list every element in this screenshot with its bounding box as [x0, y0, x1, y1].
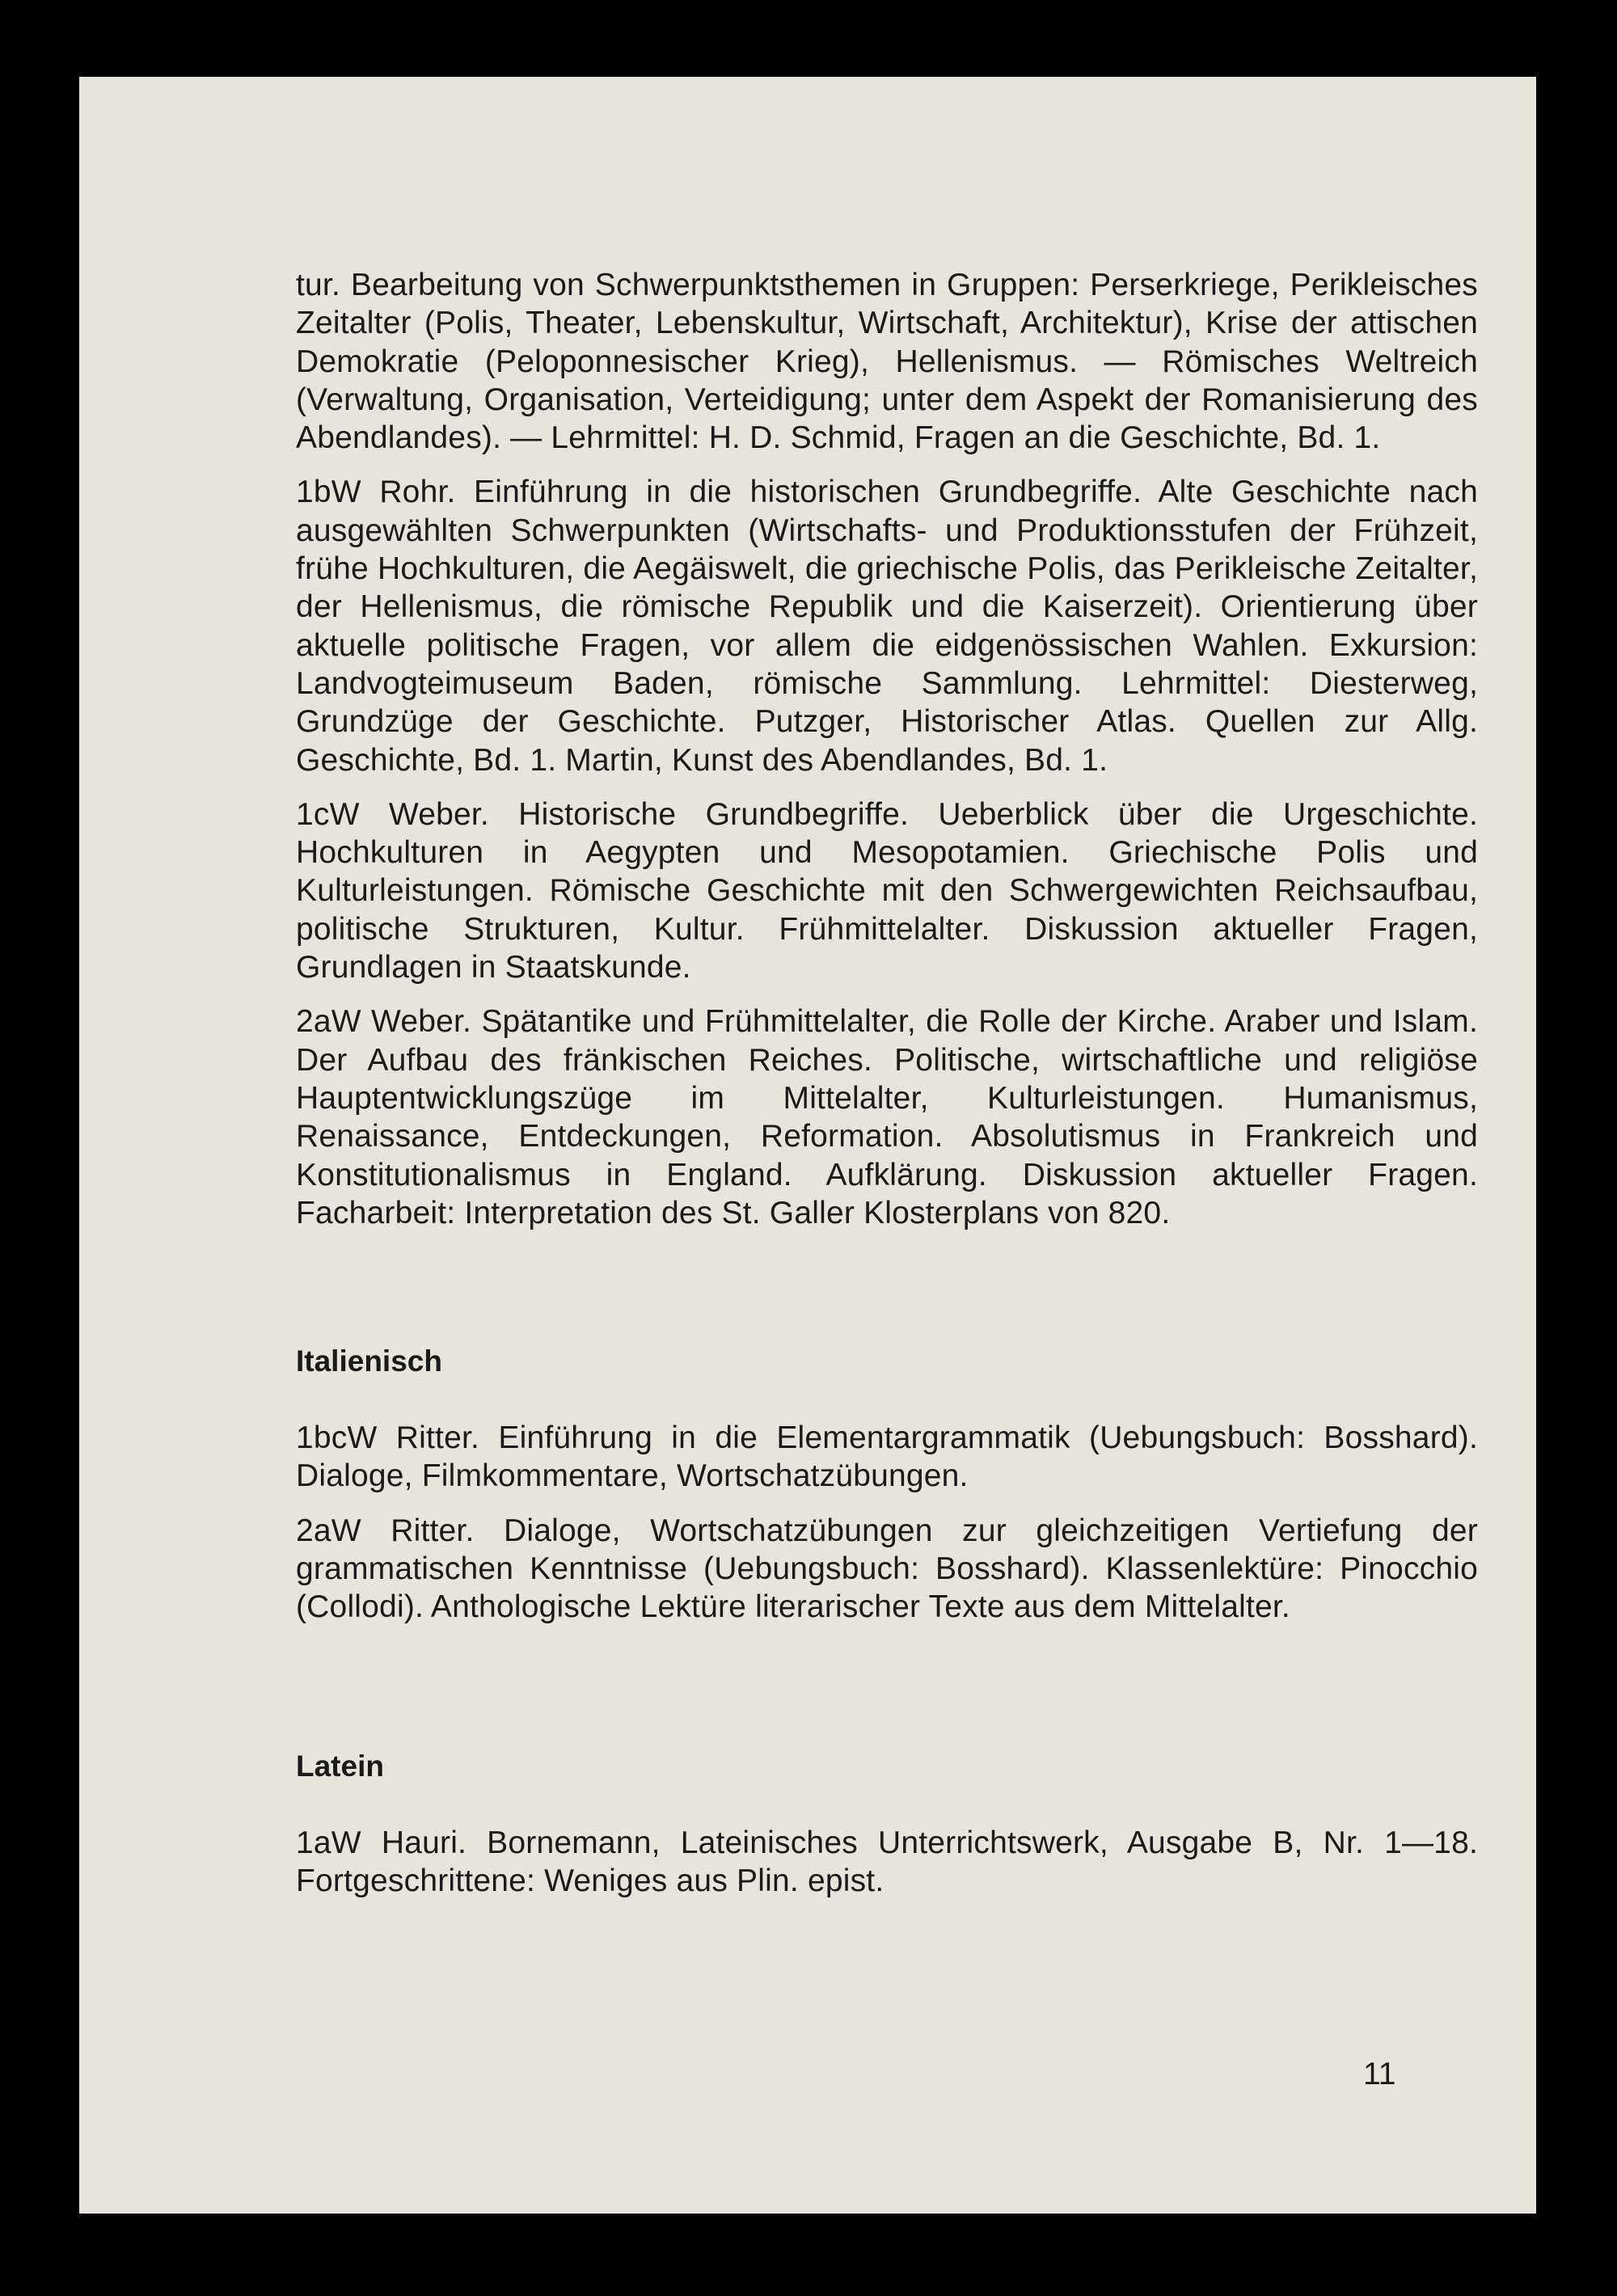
page-number: 11 [1363, 2057, 1396, 2091]
paragraph-geschichte-1bw: 1bW Rohr. Einführung in die historischen Grundbegriffe. Alte Geschichte nach ausgewählten Schwerpunkten (Wirtschafts- und Produktionsstufen der Frühzeit, frühe Hochkulturen, die Aegäiswelt, die griechische Polis, das Perikleische Zeitalter, der Hellenismus, die römische Republik und die Kaiserzeit). Orientierung über aktuelle politische Fragen, vor allem die eidgenössischen Wahlen. Exkursion: Landvogteimuseum Baden, römische Sammlung. Lehrmittel: Diesterweg, Grundzüge der Geschichte. Putzger, Historischer Atlas. Quellen zur Allg. Geschichte, Bd. 1. Martin, Kunst des Abendlandes, Bd. 1. [296, 475, 1478, 778]
section-geschichte [296, 266, 1478, 1232]
page-content [296, 266, 1478, 1900]
section-italienisch [296, 1342, 1478, 1626]
paragraph-geschichte-continuation: tur. Bearbeitung von Schwerpunktsthemen in Gruppen: Perserkriege, Perikleisches Zeitalter (Polis, Theater, Lebenskultur, Wirtschaft, Architektur), Krise der attischen Demokratie (Peloponnesischer Krieg), Hellenismus. — Römisches Weltreich (Verwaltung, Organisation, Verteidigung; unter dem Aspekt der Romanisierung des Abendlandes). — Lehrmittel: H. D. Schmid, Fragen an die Geschichte, Bd. 1. [296, 268, 1478, 456]
section-latein [296, 1747, 1478, 1901]
heading-italienisch: Italienisch [296, 1344, 442, 1378]
heading-latein: Latein [296, 1749, 384, 1783]
paragraph-italienisch-1bcw: 1bcW Ritter. Einführung in die Elementargrammatik (Uebungsbuch: Bosshard). Dialoge, Filmkommentare, Wortschatzübungen. [296, 1420, 1478, 1494]
paragraph-italienisch-2aw: 2aW Ritter. Dialoge, Wortschatzübungen zur gleichzeitigen Vertiefung der grammatischen Kenntnisse (Uebungsbuch: Bosshard). Klassenlektüre: Pinocchio (Collodi). Anthologische Lektüre literarischer Texte aus dem Mittelalter. [296, 1513, 1478, 1625]
paragraph-latein-1aw: 1aW Hauri. Bornemann, Lateinisches Unterrichtswerk, Ausgabe B, Nr. 1—18. Fortgeschrittene: Weniges aus Plin. epist. [296, 1825, 1478, 1898]
document-page [79, 77, 1536, 2214]
paragraph-geschichte-1cw: 1cW Weber. Historische Grundbegriffe. Ueberblick über die Urgeschichte. Hochkulturen in Aegypten und Mesopotamien. Griechische Polis und Kulturleistungen. Römische Geschichte mit den Schwergewichten Reichsaufbau, politische Strukturen, Kultur. Frühmittelalter. Diskussion aktueller Fragen, Grundlagen in Staatskunde. [296, 796, 1478, 986]
paragraph-geschichte-2aw: 2aW Weber. Spätantike und Frühmittelalter, die Rolle der Kirche. Araber und Islam. Der Aufbau des fränkischen Reiches. Politische, wirtschaftliche und religiöse Hauptentwicklungszüge im Mittelalter, Kulturleistungen. Humanismus, Renaissance, Entdeckungen, Reformation. Absolutismus in Frankreich und Konstitutionalismus in England. Aufklärung. Diskussion aktueller Fragen. Facharbeit: Interpretation des St. Galler Klosterplans von 820. [296, 1004, 1478, 1230]
